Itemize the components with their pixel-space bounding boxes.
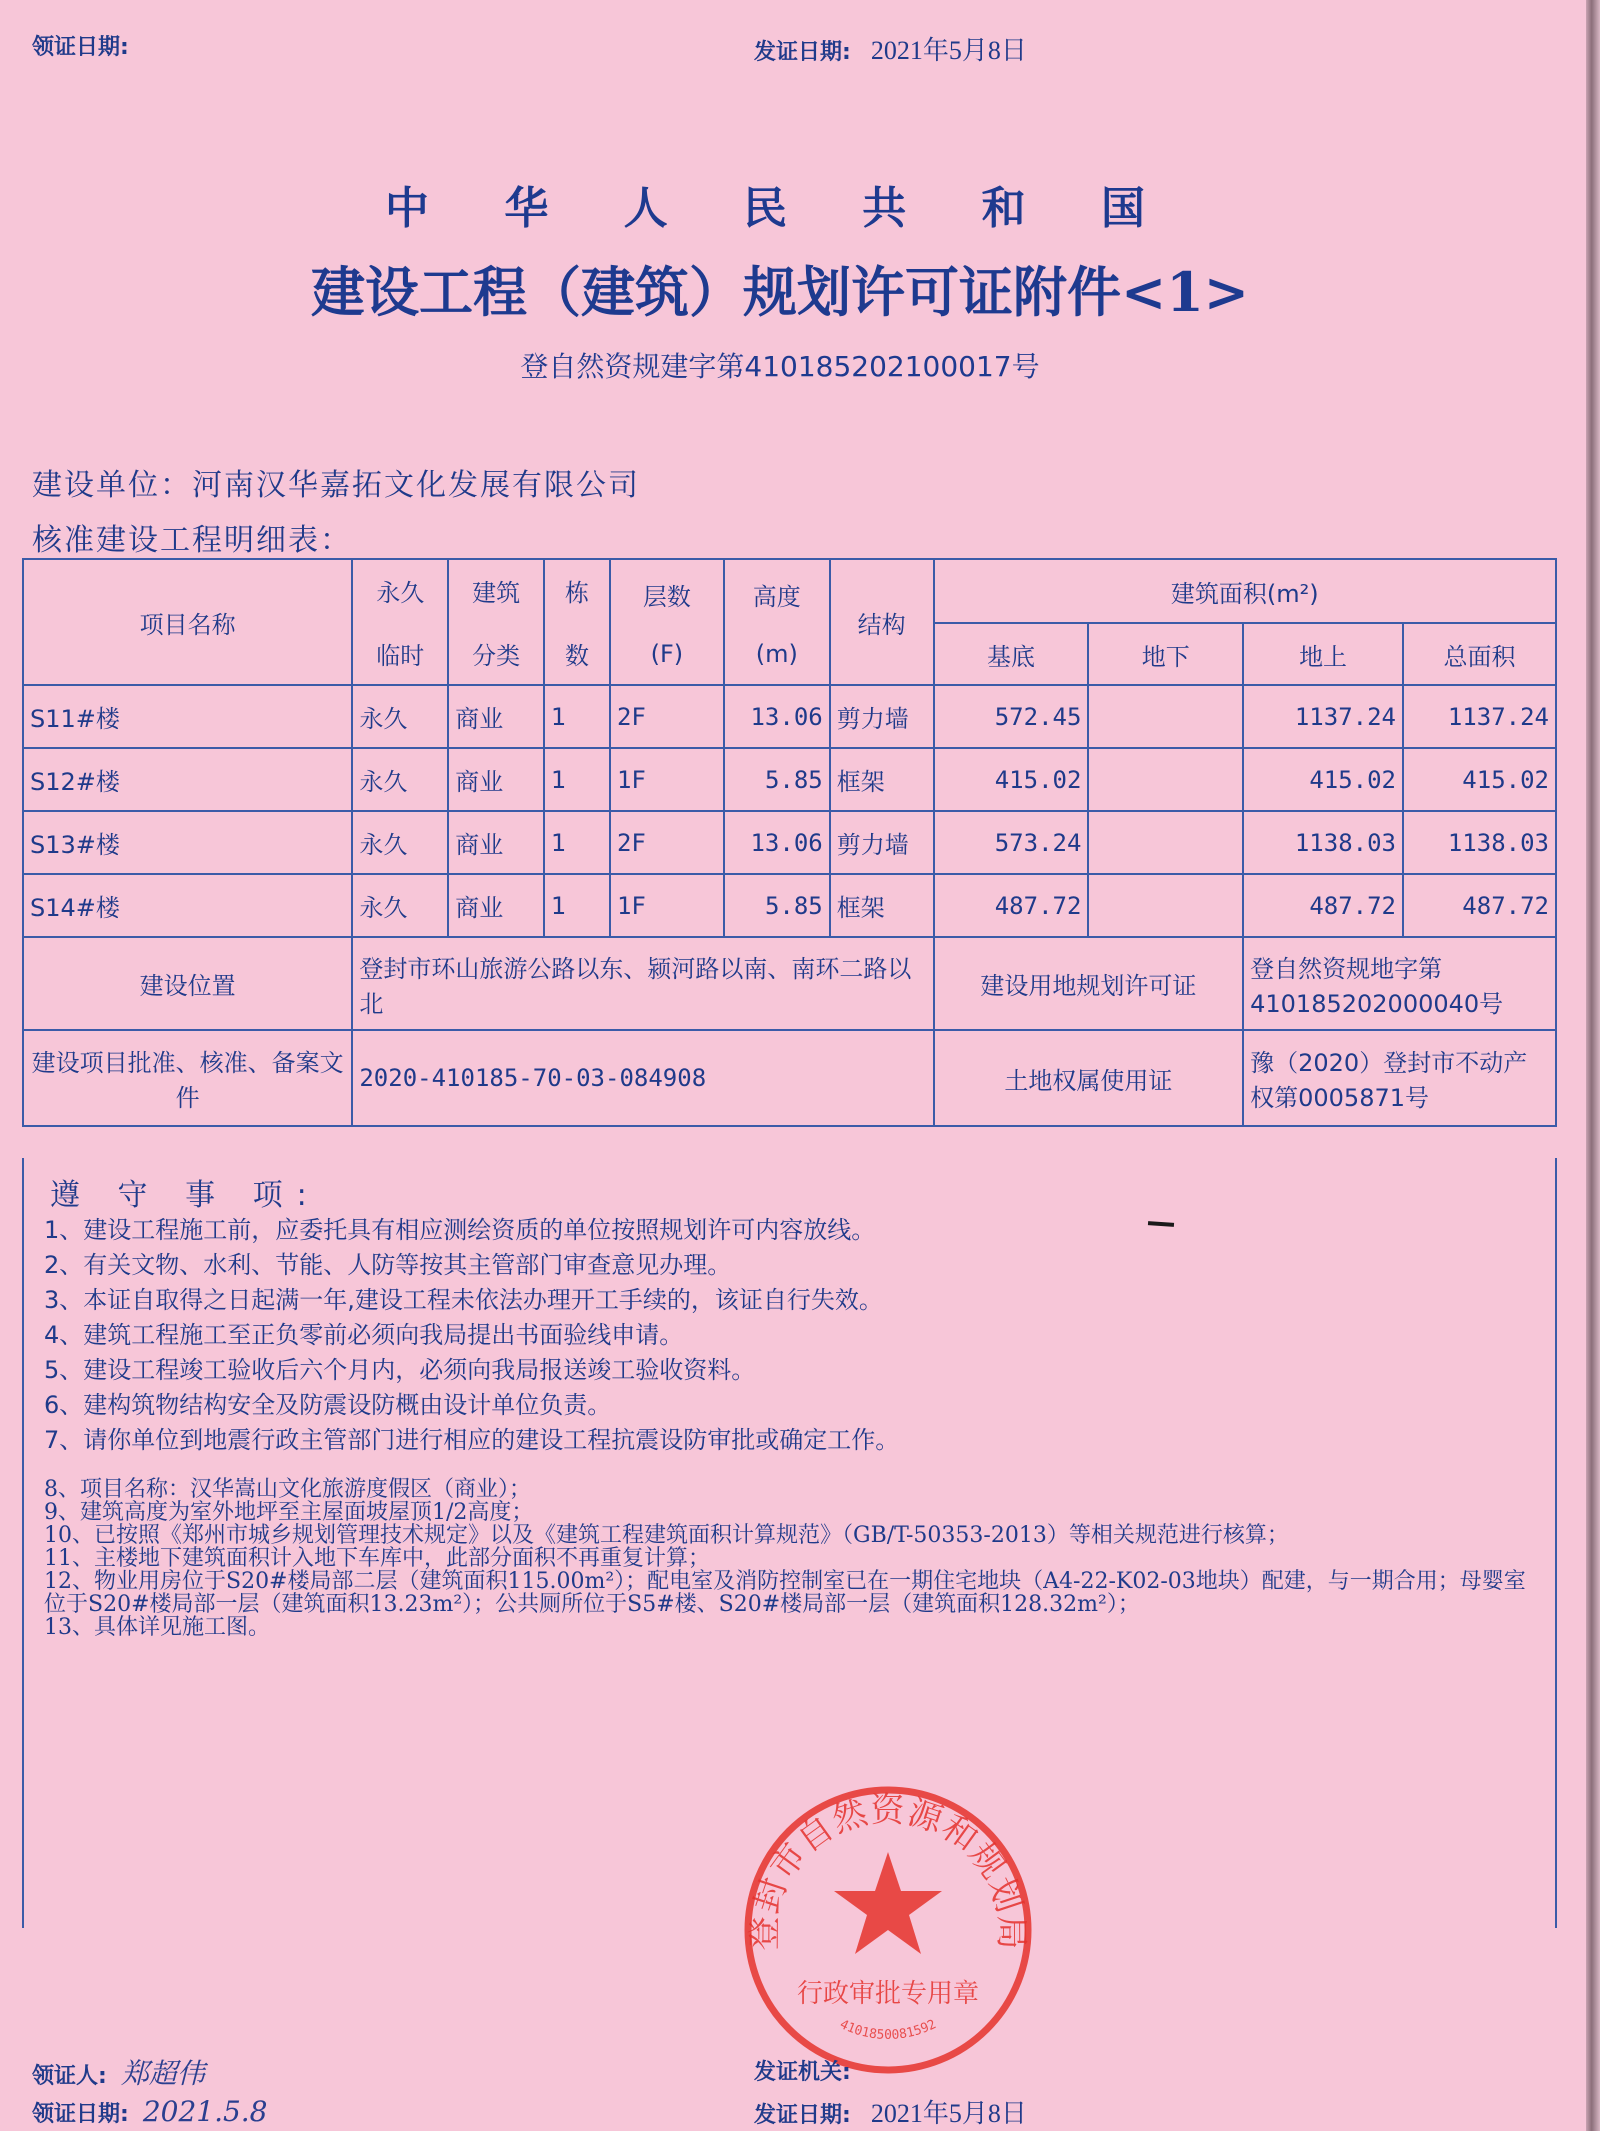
table-row	[23, 685, 1556, 748]
cell-structure: 框架	[830, 748, 934, 811]
location-label: 建设位置	[23, 937, 352, 1030]
header-permanence: 永久 临时	[352, 559, 448, 685]
cell-area-underground	[1088, 748, 1243, 811]
location-value: 登封市环山旅游公路以东、颍河路以南、南环二路以北	[352, 937, 933, 1030]
cell-floors: 1F	[610, 874, 724, 937]
cell-project-name: S11#楼	[23, 685, 352, 748]
cell-height: 5.85	[724, 874, 830, 937]
table-row	[23, 811, 1556, 874]
cell-area-total: 1137.24	[1403, 685, 1556, 748]
cell-floors: 2F	[610, 811, 724, 874]
seal-inner-text: 行政审批专用章	[796, 1979, 980, 2009]
cell-category: 商业	[448, 874, 544, 937]
country-title: 中 华 人 民 共 和 国	[385, 183, 1175, 234]
note-extra-item: 12、物业用房位于S20#楼局部二层（建筑面积115.00m²）；配电室及消防控制室已在一期住宅地块（A4-22-K02-03地块）配建，与一期合用；母婴室位于S20#楼局部一层（建筑面积13.23m²）；公共厕所位于S5#楼、S20#楼局部一层（建筑面积128.32m²）；	[44, 1569, 1526, 1617]
receiver-line	[32, 2052, 205, 2092]
receiver-label: 领证人:	[32, 2064, 107, 2089]
land-right-value: 豫（2020）登封市不动产权第0005871号	[1243, 1030, 1556, 1126]
cell-count: 1	[544, 685, 610, 748]
cell-structure: 框架	[830, 874, 934, 937]
header-area-base: 基底	[934, 623, 1089, 685]
note-extra-item: 11、主楼地下建筑面积计入地下车库中，此部分面积不再重复计算；	[44, 1546, 710, 1571]
cell-permanence: 永久	[352, 874, 448, 937]
receiver-signature: 郑超伟	[120, 2057, 205, 2090]
note-item: 4、建筑工程施工至正负零前必须向我局提出书面验线申请。	[44, 1321, 684, 1349]
note-extra-item: 10、已按照《郑州市城乡规划管理技术规定》以及《建筑工程建筑面积计算规范》（GB/T-50353-2013）等相关规范进行核算；	[44, 1523, 1289, 1548]
footer-receive-date-handwritten: 2021.5.8	[142, 2095, 268, 2128]
document-number: 登自然资规建字第410185202100017号	[520, 350, 1040, 383]
cell-project-name: S14#楼	[23, 874, 352, 937]
cell-area-underground	[1088, 685, 1243, 748]
note-item: 6、建构筑物结构安全及防震设防概由设计单位负责。	[44, 1391, 612, 1419]
cell-count: 1	[544, 748, 610, 811]
cell-area-base: 573.24	[934, 811, 1089, 874]
cell-project-name: S13#楼	[23, 811, 352, 874]
issue-date-value: 2021年5月8日	[870, 36, 1027, 65]
land-right-label: 土地权属使用证	[934, 1030, 1244, 1126]
header-floors: 层数 (F)	[610, 559, 724, 685]
cell-area-total: 1138.03	[1403, 811, 1556, 874]
cell-area-total: 415.02	[1403, 748, 1556, 811]
cell-floors: 1F	[610, 748, 724, 811]
detail-heading: 核准建设工程明细表：	[32, 523, 352, 558]
cell-height: 5.85	[724, 748, 830, 811]
note-item: 1、建设工程施工前，应委托具有相应测绘资质的单位按照规划许可内容放线。	[44, 1216, 876, 1244]
cell-area-base: 487.72	[934, 874, 1089, 937]
cell-area-aboveground: 1137.24	[1243, 685, 1403, 748]
header-project-name: 项目名称	[23, 559, 352, 685]
issue-date-label: 发证日期:	[754, 40, 851, 65]
cell-area-underground	[1088, 874, 1243, 937]
note-extra-item: 9、建筑高度为室外地坪至主屋面坡屋顶1/2高度；	[44, 1500, 534, 1525]
detail-table	[22, 558, 1557, 1127]
cell-height: 13.06	[724, 811, 830, 874]
receive-date-label: 领证日期:	[32, 35, 129, 60]
note-item: 3、本证自取得之日起满一年,建设工程未依法办理开工手续的，该证自行失效。	[44, 1286, 883, 1314]
land-permit-value: 登自然资规地字第410185202000040号	[1243, 937, 1556, 1030]
header-category: 建筑 分类	[448, 559, 544, 685]
note-item: 7、请你单位到地震行政主管部门进行相应的建设工程抗震设防审批或确定工作。	[44, 1426, 900, 1454]
receive-date-top	[32, 30, 129, 61]
header-area-total: 总面积	[1403, 623, 1556, 685]
construction-unit: 建设单位：河南汉华嘉拓文化发展有限公司	[32, 468, 640, 503]
cell-structure: 剪力墙	[830, 685, 934, 748]
approval-label: 建设项目批准、核准、备案文件	[23, 1030, 352, 1126]
cell-area-aboveground: 487.72	[1243, 874, 1403, 937]
notes-extra-list	[44, 1478, 1544, 1639]
cell-count: 1	[544, 874, 610, 937]
cell-floors: 2F	[610, 685, 724, 748]
note-extra-item: 13、具体详见施工图。	[44, 1615, 270, 1640]
page-edge-shadow	[1586, 0, 1600, 2131]
header-area-aboveground: 地上	[1243, 623, 1403, 685]
cell-area-aboveground: 415.02	[1243, 748, 1403, 811]
header-count: 栋 数	[544, 559, 610, 685]
cell-permanence: 永久	[352, 685, 448, 748]
header-height: 高度 (m)	[724, 559, 830, 685]
issuer-label: 发证机关:	[754, 2060, 851, 2085]
cell-height: 13.06	[724, 685, 830, 748]
cell-category: 商业	[448, 811, 544, 874]
issue-date-top	[754, 30, 1027, 67]
header-area-group: 建筑面积(m²)	[934, 559, 1556, 623]
cell-area-base: 572.45	[934, 685, 1089, 748]
svg-text:4101850081592	[837, 2017, 938, 2043]
cell-permanence: 永久	[352, 748, 448, 811]
seal-code-text: 4101850081592	[837, 2017, 939, 2043]
receive-date-line	[32, 2095, 268, 2128]
footer-issue-date-value: 2021年5月8日	[870, 2099, 1027, 2128]
note-item: 2、有关文物、水利、节能、人防等按其主管部门审查意见办理。	[44, 1251, 732, 1279]
table-row	[23, 874, 1556, 937]
seal-star-icon	[834, 1852, 942, 1954]
notes-list	[44, 1213, 899, 1458]
land-permit-label: 建设用地规划许可证	[934, 937, 1244, 1030]
header-area-underground: 地下	[1088, 623, 1243, 685]
cell-area-underground	[1088, 811, 1243, 874]
official-seal	[738, 1780, 1038, 2080]
note-extra-item: 8、项目名称：汉华嵩山文化旅游度假区（商业）；	[44, 1477, 531, 1502]
cell-project-name: S12#楼	[23, 748, 352, 811]
note-item: 5、建设工程竣工验收后六个月内，必须向我局报送竣工验收资料。	[44, 1356, 756, 1384]
cell-structure: 剪力墙	[830, 811, 934, 874]
footer-issue-date-line	[754, 2093, 1027, 2130]
cell-category: 商业	[448, 748, 544, 811]
header-structure: 结构	[830, 559, 934, 685]
cell-count: 1	[544, 811, 610, 874]
cell-category: 商业	[448, 685, 544, 748]
cell-area-total: 487.72	[1403, 874, 1556, 937]
table-row	[23, 748, 1556, 811]
footer-issue-date-label: 发证日期:	[754, 2103, 851, 2128]
issuer-line	[754, 2055, 851, 2086]
document-title: 建设工程（建筑）规划许可证附件<1>	[310, 260, 1250, 324]
cell-area-aboveground: 1138.03	[1243, 811, 1403, 874]
cell-area-base: 415.02	[934, 748, 1089, 811]
seal-ring-text: 登封市自然资源和规划局	[744, 1790, 1032, 1951]
footer-receive-date-label: 领证日期:	[32, 2102, 129, 2127]
notes-title: 遵 守 事 项:	[50, 1178, 321, 1213]
approval-value: 2020-410185-70-03-084908	[352, 1030, 933, 1126]
cell-permanence: 永久	[352, 811, 448, 874]
